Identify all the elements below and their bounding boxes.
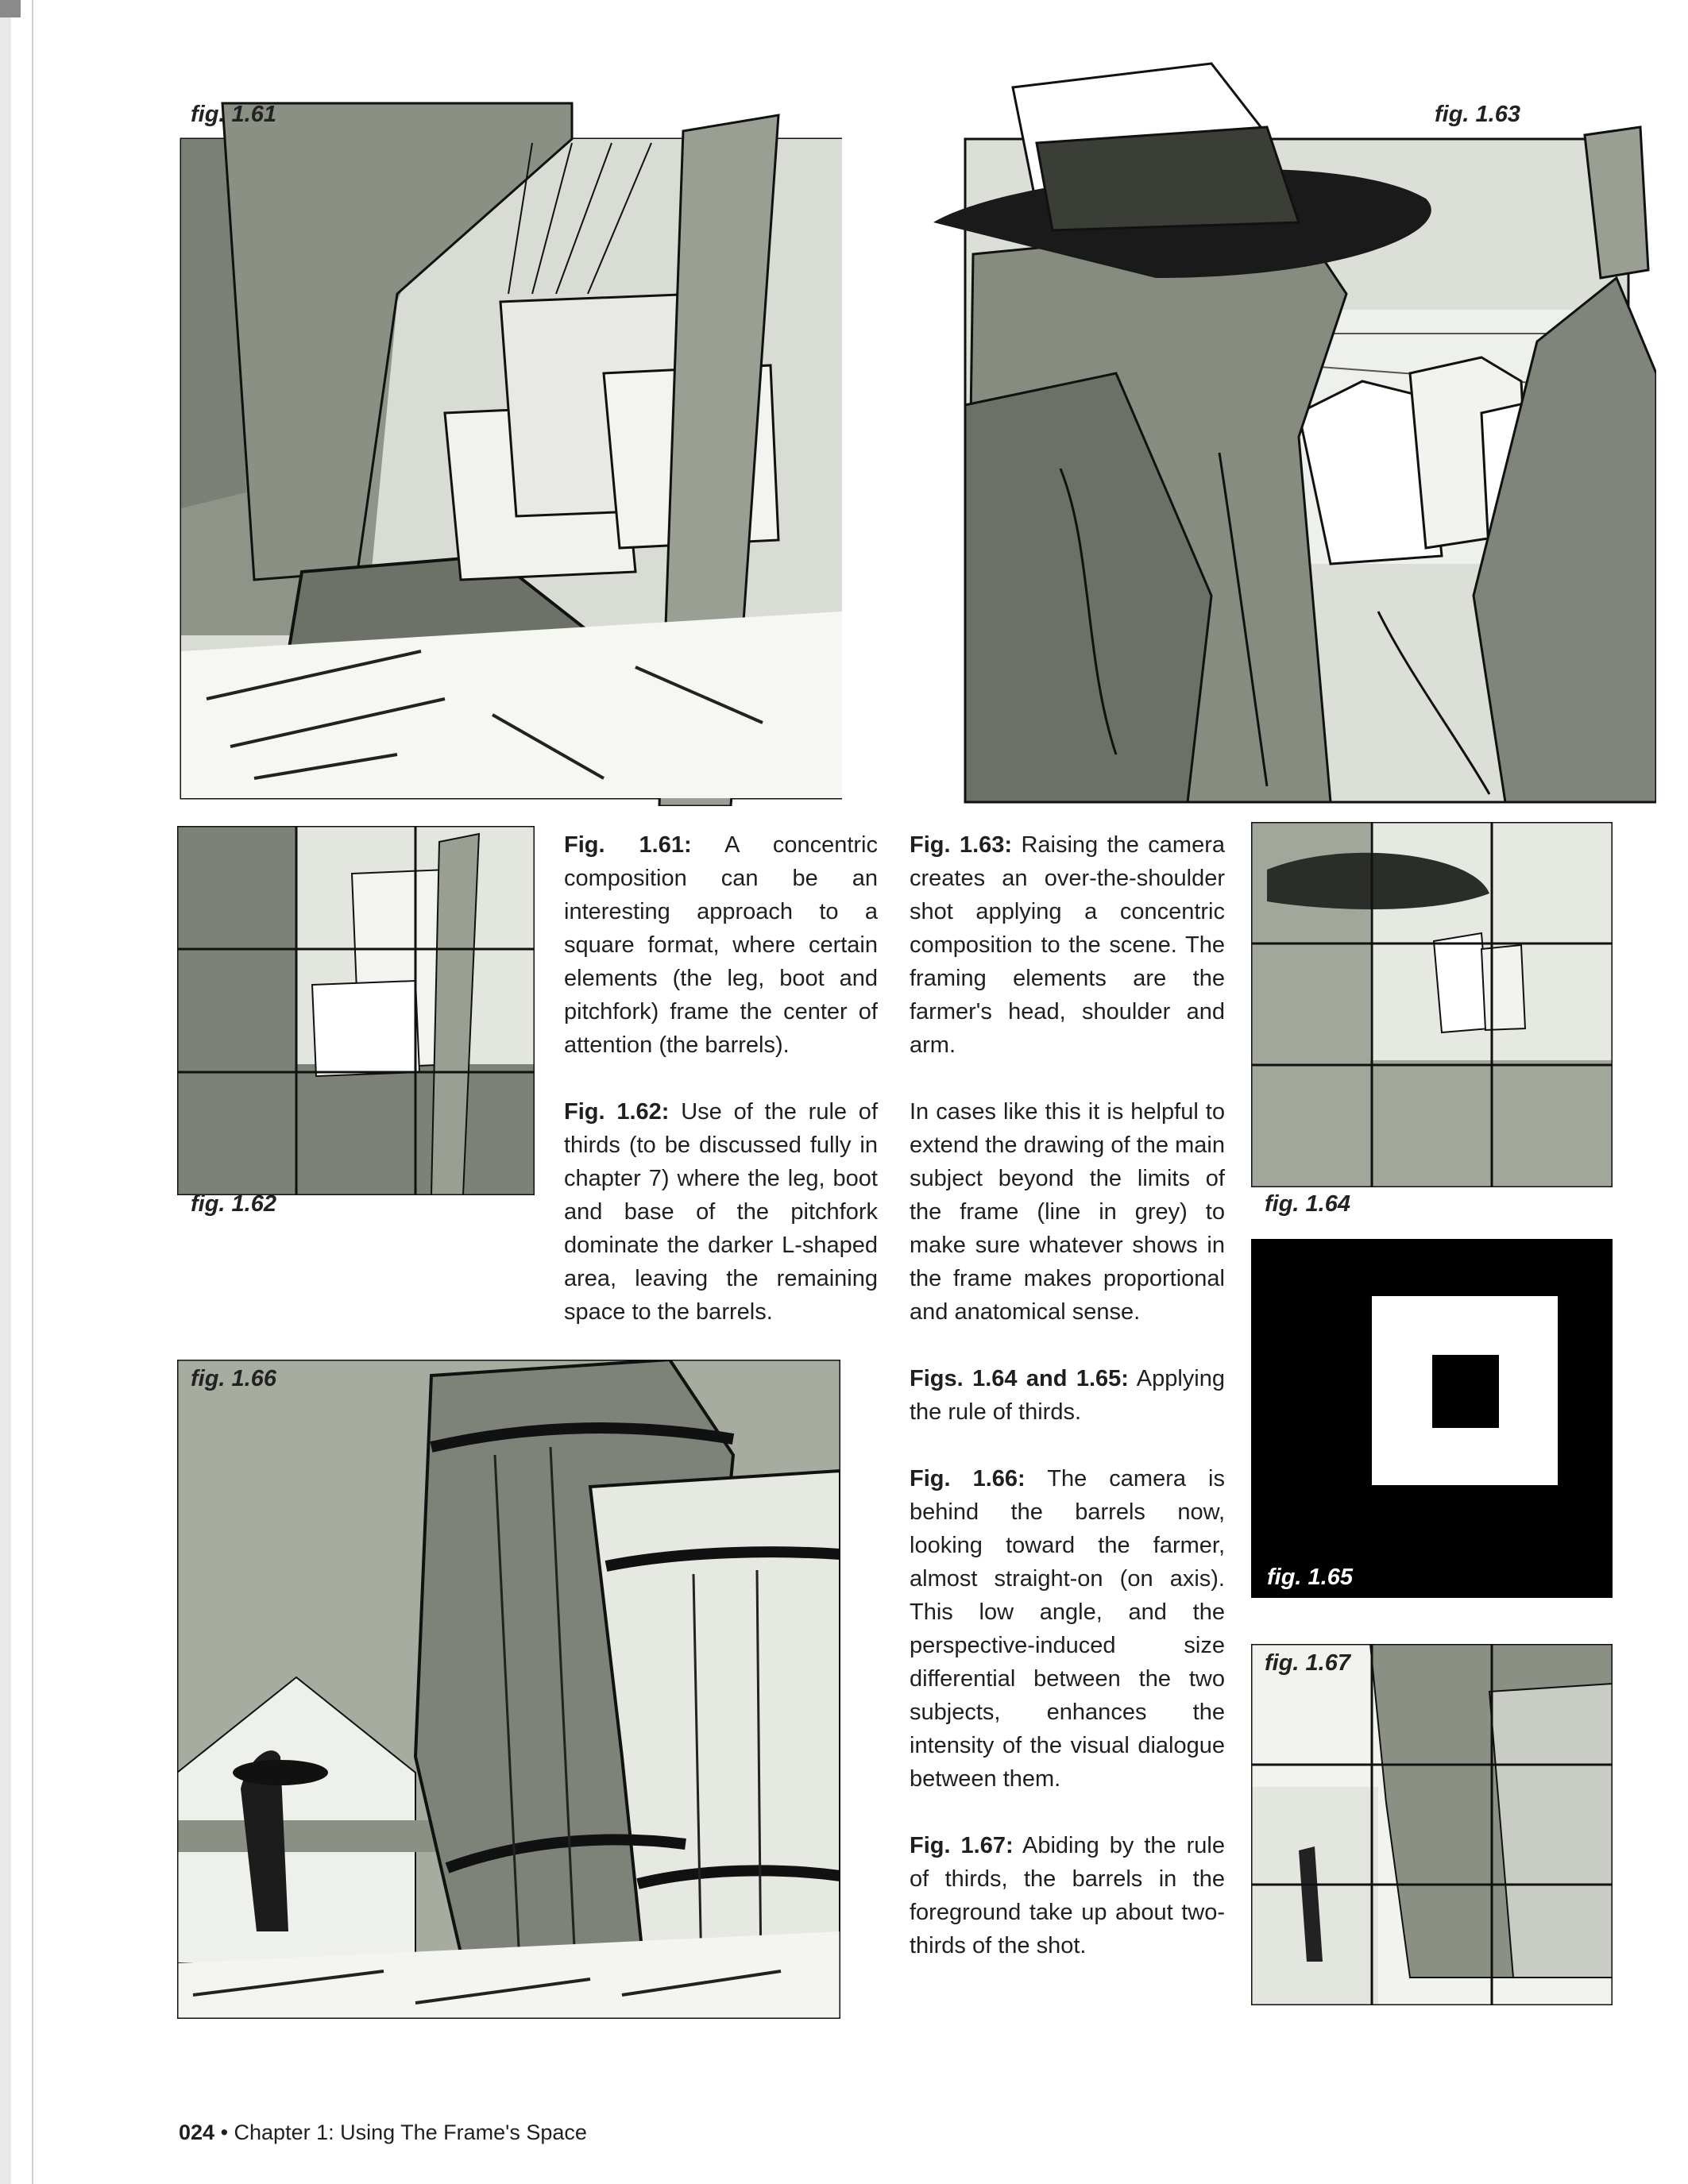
paragraph-lead: Fig. 1.63: bbox=[910, 832, 1013, 858]
figure-1-62-image bbox=[177, 826, 535, 1195]
paragraph-fig-1-62 bbox=[564, 1095, 878, 1329]
figure-1-65-image bbox=[1251, 1239, 1613, 1598]
figure-1-64-caption: fig. 1.64 bbox=[1265, 1191, 1350, 1217]
paragraph-extend-drawing bbox=[910, 1095, 1225, 1329]
chapter-title: Chapter 1: Using The Frame's Space bbox=[234, 2120, 587, 2144]
figure-1-61-image bbox=[159, 95, 842, 806]
paragraph-fig-1-63 bbox=[910, 828, 1225, 1062]
figure-1-64-image bbox=[1251, 822, 1613, 1187]
paragraph-body: Use of the rule of thirds (to be discussed fully in chapter 7) where the leg, boot and base of the pitchfork dominate the darker L-shaped area, leaving the remaining space to the barrels. bbox=[564, 1099, 878, 1325]
paragraph-body: The camera is behind the barrels now, looking toward the farmer, almost straight-on (on axis). This low angle, and the perspective-induced size differential between the two subjects, enhances the intensity of the visual dialogue between them. bbox=[910, 1466, 1226, 1792]
paragraph-body: Raising the camera creates an over-the-shoulder shot applying a concentric composition to the scene. The framing elements are the farmer's head, shoulder and arm. bbox=[910, 832, 1226, 1058]
figure-1-67-image bbox=[1251, 1644, 1613, 2005]
figure-1-66-image bbox=[177, 1360, 840, 2019]
paragraph-body: A concentric composition can be an interesting approach to a square format, where certain elements (the leg, boot and pitchfork) frame the center of attention (the barrels). bbox=[564, 832, 878, 1058]
paragraph-lead: Fig. 1.66: bbox=[910, 1466, 1026, 1491]
figure-1-65-caption: fig. 1.65 bbox=[1267, 1565, 1353, 1590]
figure-1-62-caption: fig. 1.62 bbox=[191, 1191, 276, 1217]
figure-1-63-caption: fig. 1.63 bbox=[1435, 102, 1520, 127]
paragraph-lead: Fig. 1.67: bbox=[910, 1833, 1014, 1858]
paragraph-body: Applying the rule of thirds. bbox=[910, 1366, 1225, 1425]
paragraph-fig-1-61 bbox=[564, 828, 878, 1062]
paragraph-body: Abiding by the rule of thirds, the barrels in the foreground take up about two-thirds of the shot. bbox=[910, 1833, 1225, 1958]
page-number: 024 bbox=[179, 2120, 215, 2144]
paragraph-lead: Fig. 1.62: bbox=[564, 1099, 670, 1125]
book-spine-edge bbox=[0, 0, 11, 2184]
paragraph-fig-1-66 bbox=[910, 1462, 1225, 1796]
paragraph-fig-1-67 bbox=[910, 1829, 1225, 1962]
page-footer bbox=[179, 2120, 587, 2145]
paragraph-lead: Figs. 1.64 and 1.65: bbox=[910, 1366, 1129, 1391]
figure-1-61-caption: fig. 1.61 bbox=[191, 102, 276, 127]
figure-1-67-caption: fig. 1.67 bbox=[1265, 1650, 1350, 1676]
figure-1-63-image bbox=[854, 40, 1656, 810]
figure-1-66-caption: fig. 1.66 bbox=[191, 1366, 276, 1391]
paragraph-figs-1-64-1-65 bbox=[910, 1362, 1225, 1429]
paragraph-body: In cases like this it is helpful to extend the drawing of the main subject beyond the limits of the frame (line in grey) to make sure whatever shows in the frame makes proportional and anatomical sense. bbox=[910, 1099, 1225, 1325]
text-column-right bbox=[910, 828, 1225, 1996]
paragraph-lead: Fig. 1.61: bbox=[564, 832, 692, 858]
text-column-left bbox=[564, 828, 878, 1362]
footer-separator: • bbox=[214, 2120, 234, 2144]
